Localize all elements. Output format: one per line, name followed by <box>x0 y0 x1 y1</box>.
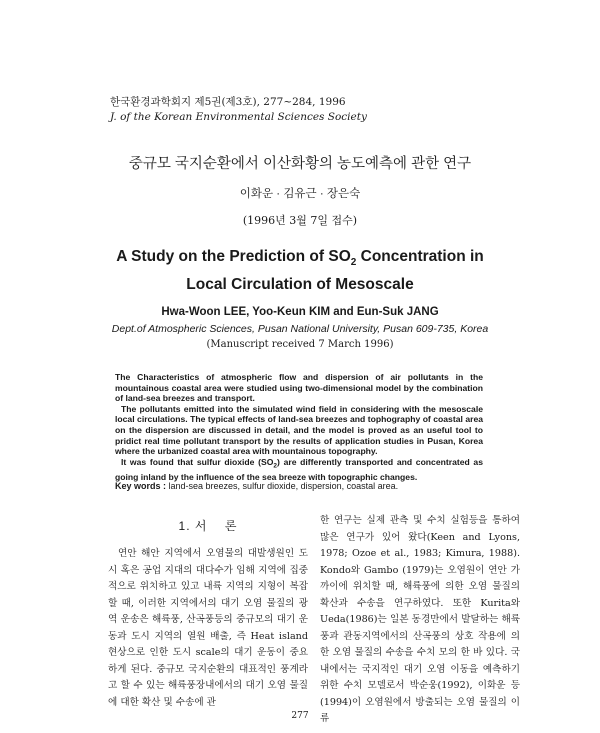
body-left-paragraph: 연안 해안 지역에서 오염물의 대발생원인 도시 혹은 공업 지대의 대다수가 임해 지역에 집중적으로 위치하고 있고 내륙 지역의 지형이 복잡할 때, 이러한 지역에서의 대기 오염 물질의 광역 운송은 해륙풍, 산곡풍등의 중규모의 대기 운동과 도시 지역의 열원 배출, 즉 Heat island 현상으로 인한 도시 scale의 대기 운동이 중요하게 된다. 중규모 국지순환의 대표적인 풍계라고 할 수 있는 해륙풍장내에서의 대기 오염 물질에 대한 확산 및 수송에 관 <box>108 548 308 708</box>
manuscript-received: (Manuscript received 7 March 1996) <box>206 339 394 350</box>
title-english <box>60 246 540 296</box>
section-number: 1. <box>178 519 191 533</box>
journal-english: J. of the Korean Environmental Sciences Society <box>110 111 367 123</box>
abstract <box>115 372 483 483</box>
received-date-korean: (1996년 3월 7일 접수) <box>242 214 358 227</box>
keywords <box>115 481 495 491</box>
journal-header <box>110 95 367 125</box>
title-english-line2: Local Circulation of Mesoscale <box>186 276 414 294</box>
title-korean: 중규모 국지순환에서 이산화황의 농도예측에 관한 연구 <box>128 156 472 172</box>
abstract-paragraph-3 <box>115 457 483 483</box>
body-right-paragraph: 한 연구는 실제 관측 및 수치 실험등을 통하여 많은 연구가 있어 왔다(Keen and Lyons, 1978; Ozoe et al., 1983; Kimura, 1988). Kondo와 Gambo (1979)는 오염원이 연안 가까이에 위치할 때, 해륙풍에 의한 오염 물질의 확산과 수송을 연구하였다. 또한 Kurita와 Ueda(1986)는 일본 동경만에서 발달하는 해륙풍과 관동지역에서의 산곡풍의 상호 작용에 의한 오염 물질의 수송을 수치 모의 한 바 있다. 국내에서는 국지적인 대기 오염 이동을 예측하기위한 수치 모델로서 박순웅(1992), 이화운 등(1994)이 오염원에서 방출되는 오염 물질의 이류 <box>320 515 520 724</box>
authors-korean: 이화운 · 김유근 · 장은숙 <box>239 188 361 200</box>
abstract-paragraph-2: The pollutants emitted into the simulated wind field in considering with the mesoscale local circulations. The typical effects of land-sea breezes and tophography of coastal area on the dispersion are discussed in detail, and the model is proved as an useful tool to pridict real time pollutant transport by the results of application studies in Pusan, Korea where the urbanized coastal area with mountainous topography. <box>115 403 483 457</box>
abstract-p3-prefix: It was found that sulfur dioxide (SO <box>121 456 274 467</box>
abstract-p3-subscript: 2 <box>273 462 278 470</box>
body-column-right <box>320 513 520 728</box>
keywords-label: Key words : <box>115 481 167 491</box>
body-column-left <box>108 546 308 711</box>
keywords-text: land-sea breezes, sulfur dioxide, dispersion, coastal area. <box>166 481 399 491</box>
title-english-line1-suffix: Concentration in <box>356 248 484 265</box>
title-english-subscript: 2 <box>350 257 357 269</box>
journal-korean: 한국환경과학회지 제5권(제3호), 277~284, 1996 <box>110 96 346 108</box>
section-heading <box>108 517 308 534</box>
page-number: 277 <box>291 711 309 721</box>
title-english-line1 <box>60 246 540 274</box>
abstract-p3-suffix: ) are differently transported and concentrated as going inland by the influence of the sea breeze with topographic changes. <box>115 456 483 483</box>
title-english-line1-prefix: A Study on the Prediction of SO <box>116 248 351 265</box>
affiliation: Dept.of Atmospheric Sciences, Pusan National University, Pusan 609-735, Korea <box>111 323 489 335</box>
section-title: 서 론 <box>194 519 238 533</box>
abstract-paragraph-1: The Characteristics of atmospheric flow and dispersion of air pollutants in the mountainous coastal area were studied using two-dimensional model by the combination of land-sea breezes and transport. <box>115 372 483 404</box>
authors-english: Hwa-Woon LEE, Yoo-Keun KIM and Eun-Suk JANG <box>161 306 439 318</box>
